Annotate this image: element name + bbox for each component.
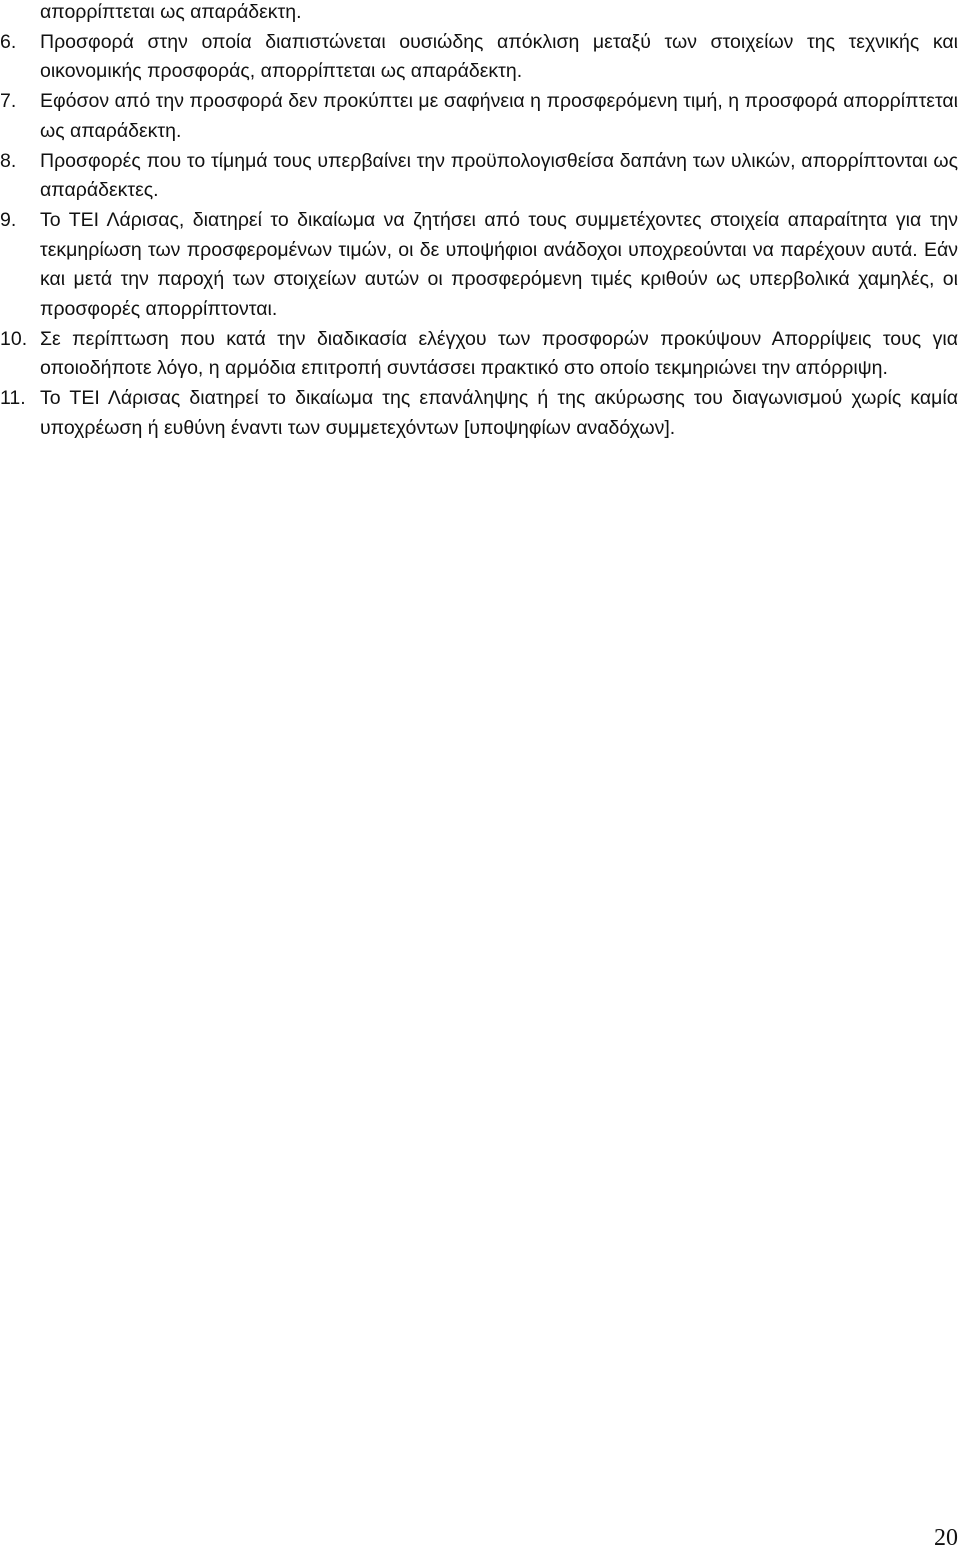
list-item-6	[0, 28, 958, 87]
list-item-number: 7.	[0, 90, 17, 113]
list-item-number: 8.	[0, 149, 17, 172]
list-item-number: 10.	[0, 327, 28, 350]
list-item-text: Σε περίπτωση που κατά την διαδικασία ελέγχου των προσφορών προκύψουν Απορρίψεις τους για οποιοδήποτε λόγο, η αρμόδια επιτροπή συντάσσει πρακτικό στο οποίο τεκμηριώνει την απόρριψη.	[40, 327, 958, 380]
list-item-number: 9.	[0, 208, 17, 231]
list-item-number: 6.	[0, 30, 17, 53]
list-item-text: Το ΤΕΙ Λάρισας διατηρεί το δικαίωμα της επανάληψης ή της ακύρωσης του διαγωνισμού χωρίς καμία υποχρέωση ή ευθύνη έναντι των συμμετεχόντων [υποψηφίων αναδόχων].	[40, 387, 958, 439]
page-number: 20	[934, 1525, 958, 1551]
list-item-8	[0, 147, 958, 206]
document-body	[0, 0, 958, 444]
previous-item-continuation: απορρίπτεται ως απαράδεκτη.	[40, 1, 302, 23]
list-item-10	[0, 325, 958, 384]
list-item-text: Εφόσον από την προσφορά δεν προκύπτει με σαφήνεια η προσφερόμενη τιμή, η προσφορά απορρίπτεται ως απαράδεκτη.	[40, 90, 958, 142]
list-item-11	[0, 384, 958, 443]
list-item-text: Προσφορές που το τίμημά τους υπερβαίνει την προϋπολογισθείσα δαπάνη των υλικών, απορρίπτονται ως απαράδεκτες.	[40, 149, 958, 202]
list-item-number: 11.	[0, 387, 26, 410]
list-item-7	[0, 87, 958, 146]
list-item-9	[0, 206, 958, 325]
list-item-text: Προσφορά στην οποία διαπιστώνεται ουσιώδης απόκλιση μεταξύ των στοιχείων της τεχνικής και οικονομικής προσφοράς, απορρίπτεται ως απαράδεκτη.	[40, 30, 958, 83]
list-item-text: Το ΤΕΙ Λάρισας, διατηρεί το δικαίωμα να ζητήσει από τους συμμετέχοντες στοιχεία απαραίτητα για την τεκμηρίωση των προσφερομένων τιμών, οι δε υποψήφιοι ανάδοχοι υποχρεούνται να παρέχουν αυτά. Εάν και μετά την παροχή των στοιχείων αυτών οι προσφερόμενη τιμές κριθούν ως υπερβολικά χαμηλές, οι προσφορές απορρίπτονται.	[40, 208, 958, 321]
